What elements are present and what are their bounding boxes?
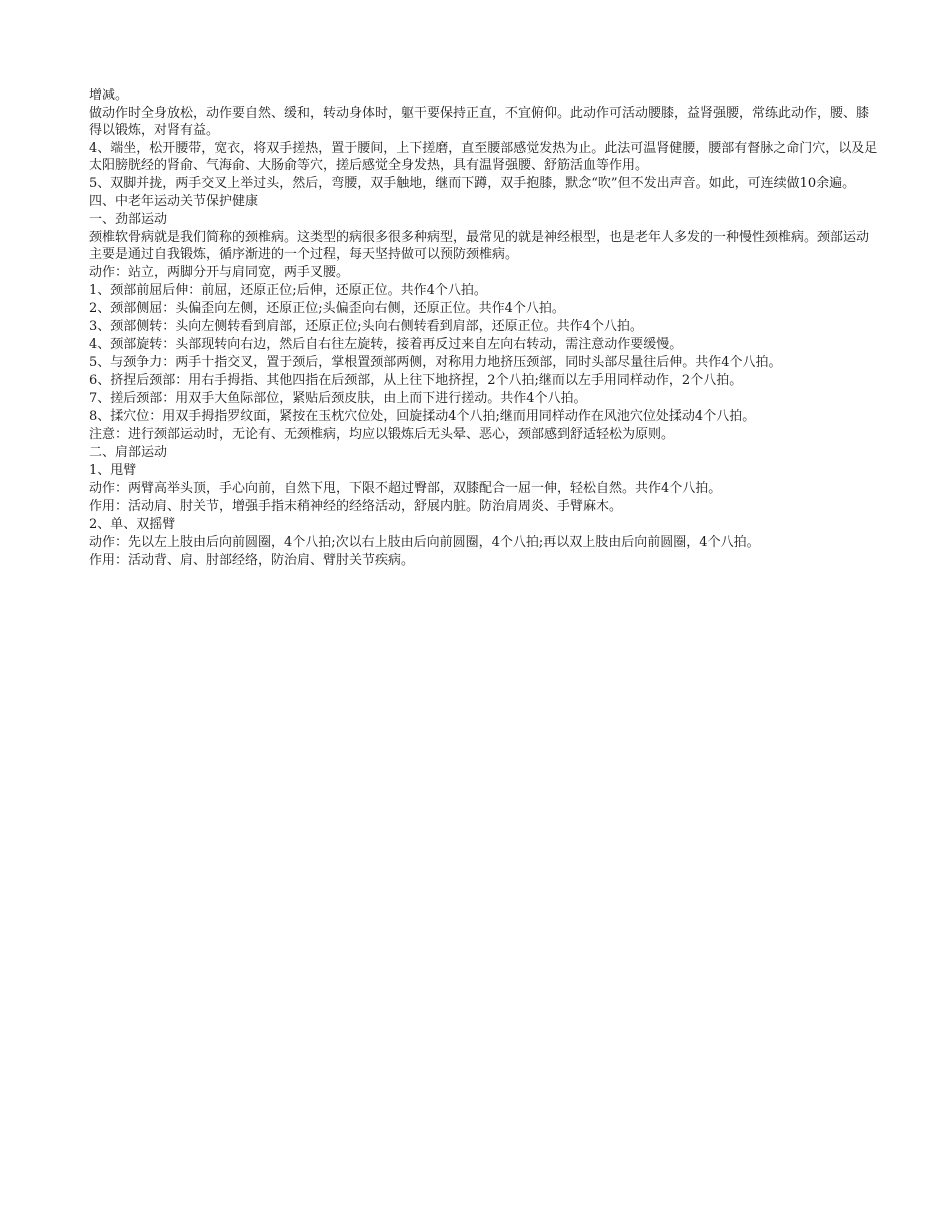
- paragraph-step-5: 5、双脚并拢，两手交叉上举过头，然后，弯腰，双手触地，继而下蹲，双手抱膝，默念“吹”但不发出声音。如此，可连续做10余遍。: [89, 176, 856, 191]
- subheading-shoulder-exercise: 二、肩部运动: [89, 445, 168, 460]
- paragraph-neck-posture: 动作：站立，两脚分开与肩同宽，两手叉腰。: [89, 265, 350, 280]
- paragraph-arm-swing-effect: 作用：活动肩、肘关节，增强手指末稍神经的经络活动，舒展内脏。防治肩周炎、手臂麻木。: [89, 499, 623, 514]
- paragraph-neck-caution: 注意：进行颈部运动时，无论有、无颈椎病，均应以锻炼后无头晕、恶心，颈部感到舒适轻松为原则。: [89, 427, 675, 442]
- list-item-neck-3: 3、颈部侧转：头向左侧转看到肩部，还原正位;头向右侧转看到肩部，还原正位。共作4个八拍。: [89, 319, 643, 334]
- list-item-shoulder-1-title: 1、甩臂: [89, 463, 137, 478]
- document-body: [89, 87, 879, 570]
- paragraph-arm-circle-effect: 作用：活动背、肩、肘部经络，防治肩、臂肘关节疾病。: [89, 553, 415, 568]
- paragraph-arm-swing-motion: 动作：两臂高举头顶，手心向前，自然下甩，下限不超过臀部，双膝配合一屈一伸，轻松自然。共作4个八拍。: [89, 481, 722, 496]
- list-item-neck-8: 8、揉穴位：用双手拇指罗纹面，紧按在玉枕穴位处，回旋揉动4个八拍;继而用同样动作在风池穴位处揉动4个八拍。: [89, 409, 756, 424]
- list-item-neck-1: 1、颈部前屈后伸：前屈，还原正位;后伸，还原正位。共作4个八拍。: [89, 283, 487, 298]
- list-item-neck-5: 5、与颈争力：两手十指交叉，置于颈后，掌根置颈部两侧，对称用力地挤压颈部，同时头部尽量往后伸。共作4个八拍。: [89, 355, 782, 370]
- list-item-neck-6: 6、挤捏后颈部：用右手拇指、其他四指在后颈部，从上往下地挤捏，2个八拍;继而以左手用同样动作，2个八拍。: [89, 373, 743, 388]
- paragraph-neck-intro: 颈椎软骨病就是我们简称的颈椎病。这类型的病很多很多种病型，最常见的就是神经根型，也是老年人多发的一种慢性颈椎病。颈部运动主要是通过自我锻炼，循序渐进的一个过程，每天坚持做可以预防颈椎病。: [89, 230, 870, 262]
- paragraph-continuation: 增减。: [89, 88, 129, 103]
- list-item-shoulder-2-title: 2、单、双摇臂: [89, 517, 176, 532]
- paragraph-arm-circle-motion: 动作：先以左上肢由后向前圆圈，4个八拍;次以右上肢由后向前圆圈，4个八拍;再以双上肢由后向前圆圈，4个八拍。: [89, 535, 760, 550]
- paragraph-step-4: 4、端坐，松开腰带，宽衣，将双手搓热，置于腰间，上下搓磨，直至腰部感觉发热为止。此法可温肾健腰，腰部有督脉之命门穴，以及足太阳膀胱经的肾俞、气海俞、大肠俞等穴，搓后感觉全身发热，具有温肾强腰、舒筋活血等作用。: [89, 141, 878, 173]
- paragraph-motion-notes: 做动作时全身放松，动作要自然、缓和，转动身体时，躯干要保持正直，不宜俯仰。此动作可活动腰膝，益肾强腰，常练此动作，腰、膝得以锻炼，对肾有益。: [89, 106, 870, 138]
- list-item-neck-2: 2、颈部侧屈：头偏歪向左侧，还原正位;头偏歪向右侧，还原正位。共作4个八拍。: [89, 301, 565, 316]
- list-item-neck-7: 7、搓后颈部：用双手大鱼际部位，紧贴后颈皮肤，由上而下进行搓动。共作4个八拍。: [89, 391, 587, 406]
- subheading-neck-exercise: 一、劲部运动: [89, 212, 168, 227]
- list-item-neck-4: 4、颈部旋转：头部现转向右边，然后自右往左旋转，接着再反过来自左向右转动，需注意动作要缓慢。: [89, 337, 683, 352]
- section-heading-joint-health: 四、中老年运动关节保护健康: [89, 194, 259, 209]
